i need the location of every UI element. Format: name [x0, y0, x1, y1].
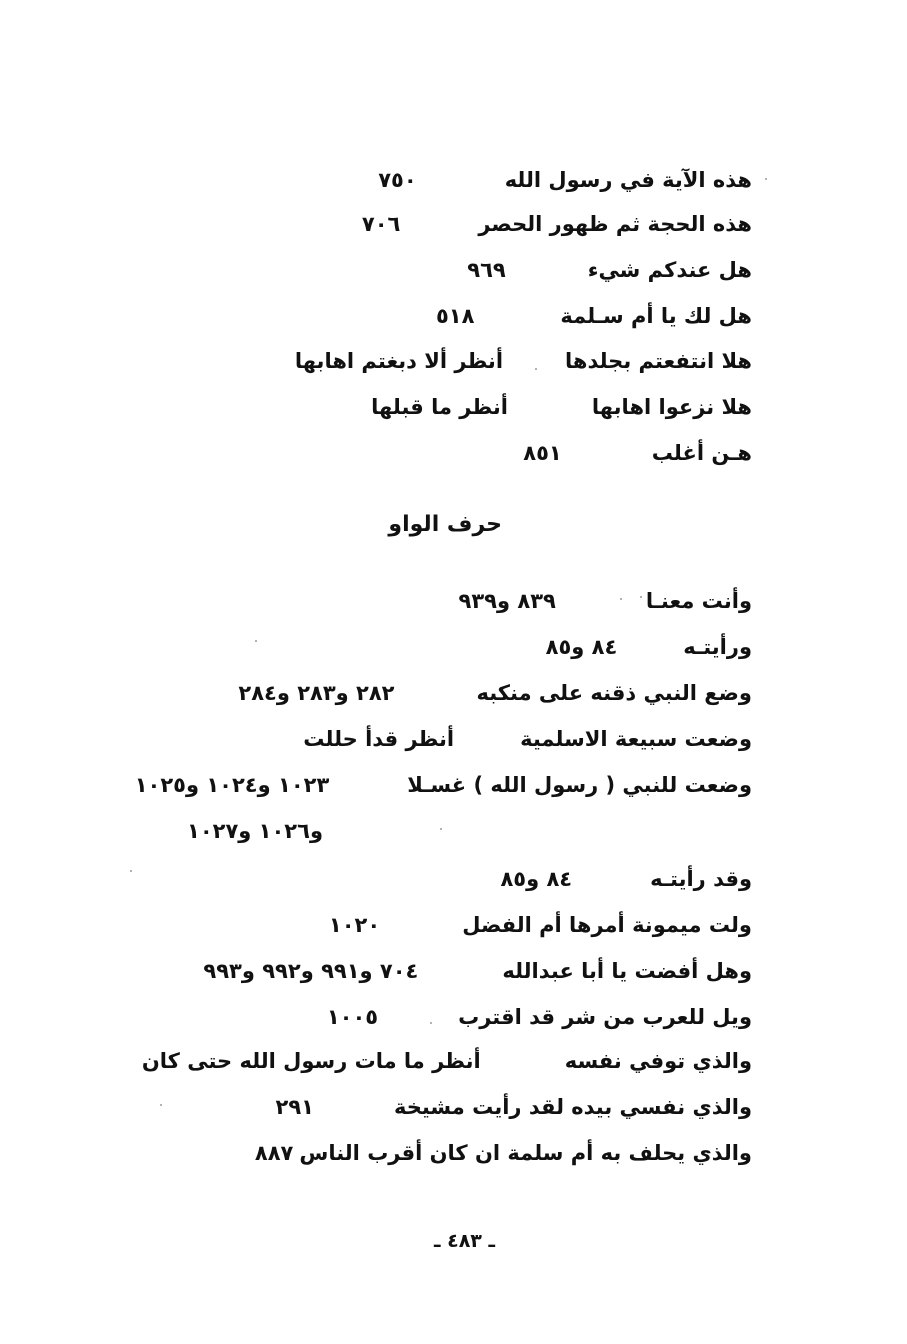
entry-reference: ٩٦٩ [467, 258, 506, 282]
entry-text: هـن أغلب [651, 441, 752, 465]
index-entry [276, 1090, 752, 1124]
entry-text: هل عندكم شيء [587, 258, 752, 282]
entry-text: ورأيتـه [683, 635, 752, 659]
scan-speck [640, 596, 642, 598]
entry-reference: ٧٥٠ [378, 168, 417, 192]
entry-text: هلا نزعوا اهابها [591, 395, 752, 419]
entry-text: والذي توفي نفسه [564, 1049, 752, 1073]
entry-reference: ٨٣٩ و٩٣٩ [458, 589, 556, 613]
entry-text: هذه الحجة ثم ظهور الحصر [478, 212, 752, 236]
entry-text: والذي نفسي بيده لقد رأيت مشيخة [393, 1095, 752, 1119]
scan-speck [440, 828, 442, 830]
scan-speck [765, 178, 767, 180]
entry-text: هذه الآية في رسول الله [504, 168, 752, 192]
entry-reference: أنظر ما قبلها [371, 395, 508, 419]
scan-speck [535, 368, 537, 370]
index-entry [255, 1136, 752, 1170]
index-entry [459, 584, 752, 618]
entry-reference: ٨٤ و٨٥ [500, 867, 573, 891]
entry-text: وضعت سبيعة الاسلمية [520, 727, 752, 751]
index-entry [203, 954, 752, 988]
entry-text: وقد رأيتـه [650, 867, 752, 891]
index-entry [523, 436, 752, 470]
entry-text: والذي يحلف به أم سلمة ان كان أقرب الناس [299, 1141, 752, 1165]
index-entry [142, 1044, 752, 1078]
index-entry [500, 862, 752, 896]
entry-text: وضعت للنبي ( رسول الله ) غسـلا [407, 773, 752, 797]
entry-reference: ١٠٠٥ [326, 1005, 379, 1029]
entry-text: وضع النبي ذقنه على منكبه [476, 681, 752, 705]
page-number: ـ ٤٨٣ ـ [433, 1230, 495, 1252]
entry-reference: ٥١٨ [435, 304, 475, 328]
index-entry [362, 207, 752, 241]
entry-reference: ٢٩١ [275, 1095, 314, 1119]
index-entry [327, 1000, 752, 1034]
entry-reference: و١٠٢٦ و١٠٢٧ [187, 819, 323, 843]
entry-text: هلا انتفعتم بجلدها [565, 349, 752, 373]
index-entry-continuation [187, 814, 323, 848]
index-entry [546, 630, 752, 664]
entry-reference: أنظر ما مات رسول الله حتى كان [141, 1049, 481, 1073]
entry-reference: أنظر ألا دبغتم اهابها [294, 349, 504, 373]
entry-reference: ٨٤ و٨٥ [545, 635, 618, 659]
entry-reference: ١٠٢٠ [328, 913, 381, 937]
entry-reference: ٢٨٢ و٢٨٣ و٢٨٤ [238, 681, 395, 705]
entry-reference: أنظر قدأ حللت [303, 727, 455, 751]
entry-reference: ٧٠٦ [361, 212, 401, 236]
scan-speck [620, 598, 622, 600]
section-heading: حرف الواو [388, 512, 502, 537]
entry-text: ولت ميمونة أمرها أم الفضل [462, 913, 752, 937]
entry-reference: ١٠٢٣ و١٠٢٤ و١٠٢٥ [134, 773, 330, 797]
entry-text: وأنت معنـا [645, 589, 752, 613]
index-entry [371, 390, 752, 424]
entry-reference: ٨٨٧ [254, 1141, 294, 1165]
index-entry [238, 676, 752, 710]
entry-reference: ٨٥١ [523, 441, 562, 465]
scan-speck [255, 640, 257, 642]
index-entry [135, 768, 752, 802]
entry-reference: ٧٠٤ و٩٩١ و٩٩٢ و٩٩٣ [203, 959, 419, 983]
entry-text: هل لك يا أم سـلمة [560, 304, 752, 328]
scan-speck [130, 870, 132, 872]
index-entry [303, 722, 752, 756]
entry-text: ويل للعرب من شر قد اقترب [458, 1005, 752, 1029]
index-entry [467, 253, 752, 287]
index-entry [378, 163, 752, 197]
scan-speck [430, 1022, 432, 1024]
index-entry [436, 299, 752, 333]
entry-text: وهل أفضت يا أبا عبدالله [502, 959, 752, 983]
index-entry [295, 344, 752, 378]
scan-speck [160, 1104, 162, 1106]
index-entry [329, 908, 752, 942]
